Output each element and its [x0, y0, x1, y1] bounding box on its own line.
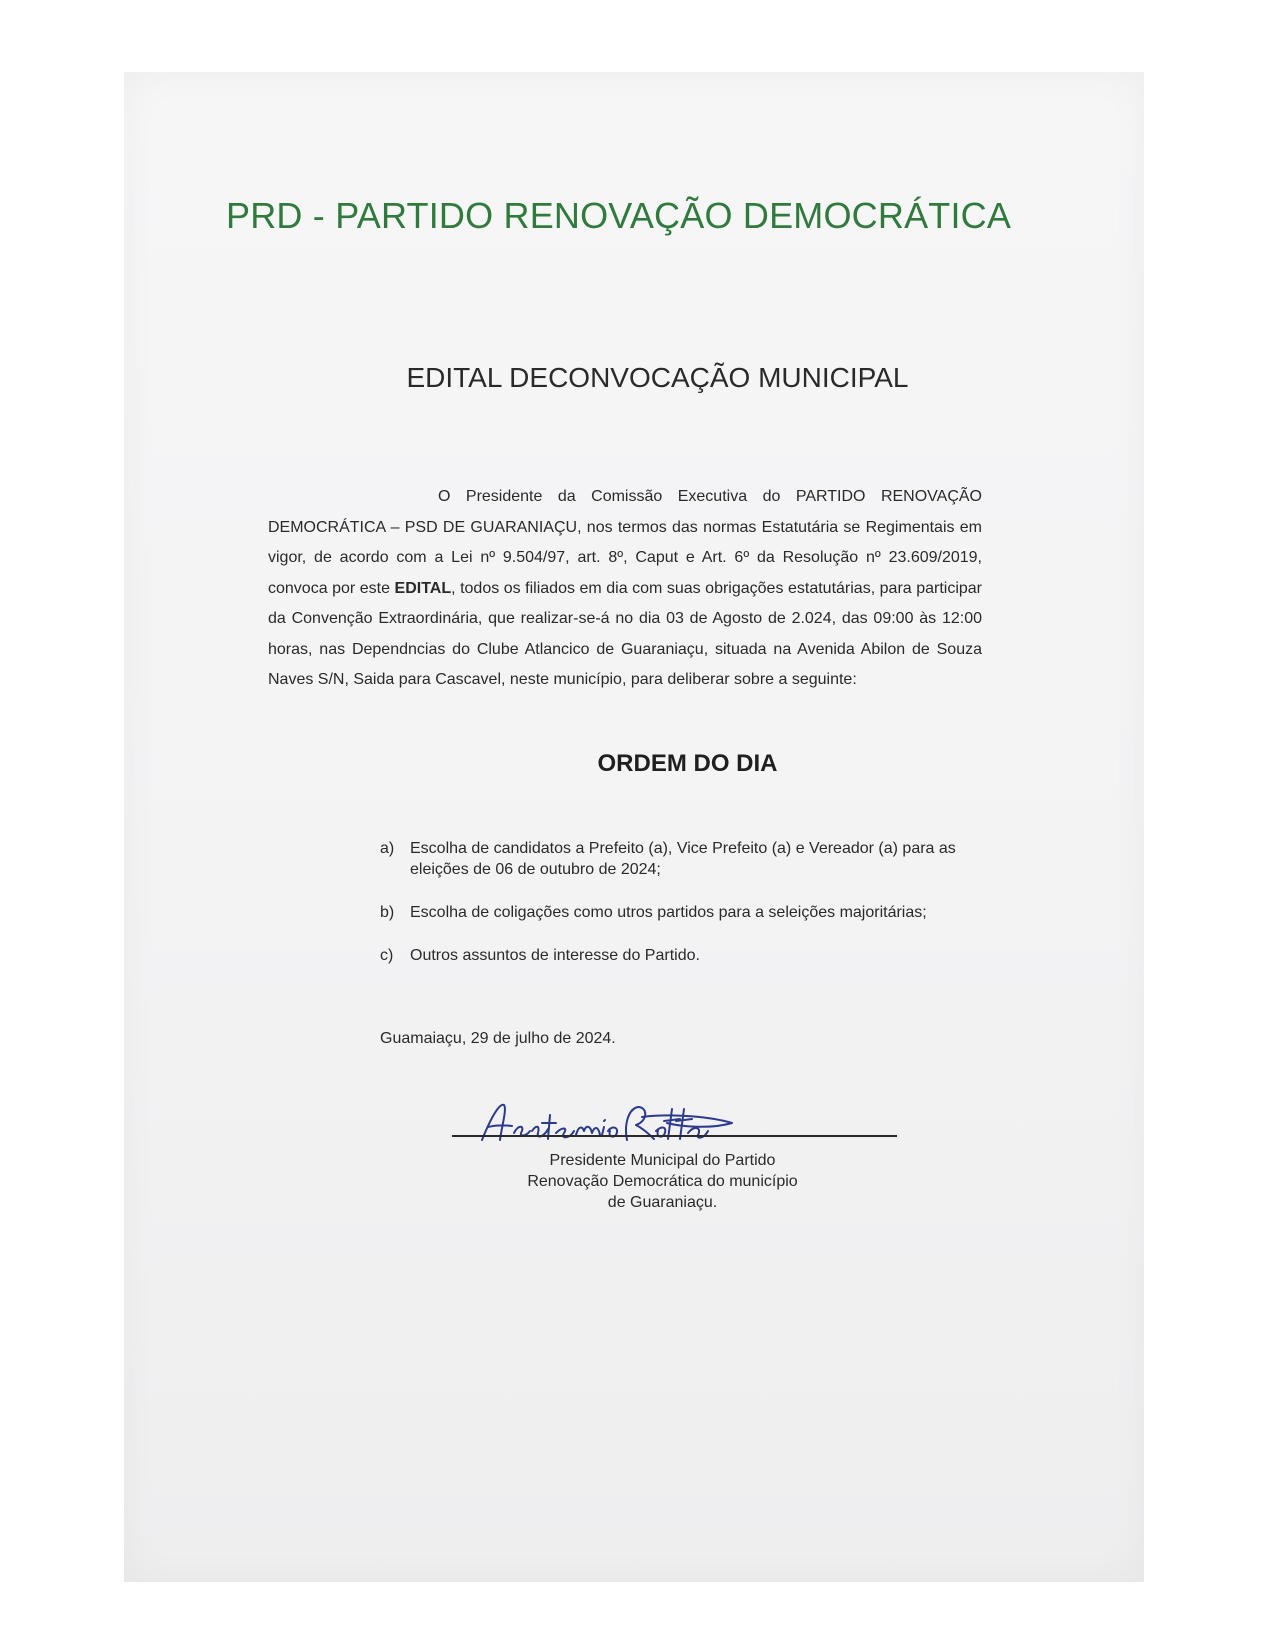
agenda-list: [380, 838, 980, 988]
paragraph-emphasis: EDITAL: [394, 579, 452, 597]
signer-block: [0, 1150, 1275, 1213]
place-and-date: Guamaiaçu, 29 de julho de 2024.: [380, 1030, 616, 1047]
signer-line: Renovação Democrática do município: [527, 1173, 798, 1190]
agenda-text: Escolha de coligações como utros partidos para a seleições majoritárias;: [410, 904, 927, 921]
document-title: EDITAL DECONVOCAÇÃO MUNICIPAL: [406, 362, 909, 393]
party-title: PRD - PARTIDO RENOVAÇÃO DEMOCRÁTICA: [226, 195, 1012, 236]
signer-line: de Guaraniaçu.: [607, 1194, 718, 1211]
paragraph-part-2: , todos os filiados em dia com suas obrigações estatutárias, para participar da Convenção Extraordinária, que realizar-se-á no dia 03 de Agosto de 2.024, das 09:00 às 12:00 horas, nas Dependncias do Clube Atlancico de Guaraniaçu, situada na Avenida Abilon de Souza Naves S/N, Saida para Cascavel, neste município, para deliberar sobre a seguinte:: [268, 579, 983, 688]
agenda-marker: a): [380, 840, 395, 857]
agenda-title: ORDEM DO DIA: [597, 750, 778, 777]
agenda-text: Outros assuntos de interesse do Partido.: [410, 947, 700, 964]
agenda-item: [380, 945, 980, 966]
handwritten-signature: [452, 1095, 902, 1155]
signature-line: [452, 1135, 897, 1137]
paragraph-part-1: O Presidente da Comissão Executiva do PARTIDO RENOVAÇÃO DEMOCRÁTICA – PSD DE GUARANIAÇU, nos termos das normas Estatutária se Regimentais em vigor, de acordo com a Lei nº 9.504/97, art. 8º, Caput e Art. 6º da Resolução nº 23.609/2019, convoca por este: [268, 488, 982, 597]
agenda-item: [380, 902, 980, 923]
scanned-page: [124, 72, 1144, 1582]
agenda-marker: b): [380, 904, 395, 921]
convocation-paragraph: [268, 482, 982, 696]
agenda-marker: c): [380, 947, 394, 964]
agenda-text: Escolha de candidatos a Prefeito (a), Vice Prefeito (a) e Vereador (a) para as eleições de 06 de outubro de 2024;: [410, 840, 956, 878]
signer-line: Presidente Municipal do Partido: [549, 1152, 776, 1169]
agenda-item: [380, 838, 980, 880]
